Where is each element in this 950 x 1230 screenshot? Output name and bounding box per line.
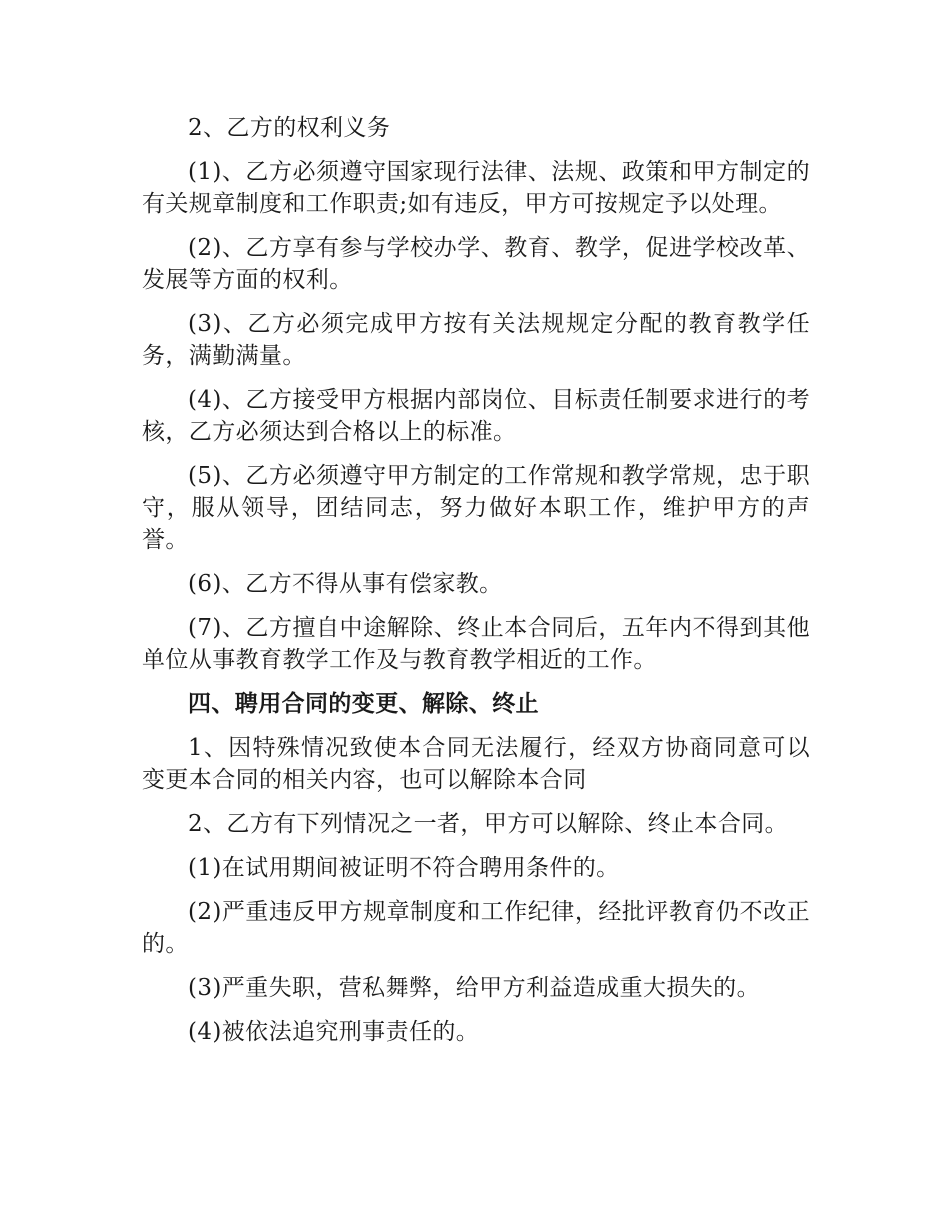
document-page — [142, 112, 810, 1060]
paragraph-termination-4: (4)被依法追究刑事责任的。 — [188, 1019, 480, 1045]
paragraph-clause-6: (6)、乙方不得从事有偿家教。 — [188, 571, 503, 597]
paragraph-clause-1: (1)、乙方必须遵守国家现行法律、法规、政策和甲方制定的有关规章制度和工作职责;如有违反，甲方可按规定予以处理。 — [142, 159, 810, 217]
paragraph-rights-title: 2、乙方的权利义务 — [188, 115, 391, 141]
paragraph-change-clause: 1、因特殊情况致使本合同无法履行，经双方协商同意可以变更本合同的相关内容，也可以解除本合同 — [142, 735, 810, 793]
paragraph-termination-3: (3)严重失职，营私舞弊，给甲方利益造成重大损失的。 — [188, 975, 760, 1001]
paragraph-termination-2: (2)严重违反甲方规章制度和工作纪律，经批评教育仍不改正的。 — [142, 899, 810, 957]
paragraph-clause-5: (5)、乙方必须遵守甲方制定的工作常规和教学常规，忠于职守，服从领导，团结同志，努力做好本职工作，维护甲方的声誉。 — [142, 463, 810, 553]
paragraph-clause-7: (7)、乙方擅自中途解除、终止本合同后，五年内不得到其他单位从事教育教学工作及与教育教学相近的工作。 — [142, 615, 810, 673]
paragraph-clause-3: (3)、乙方必须完成甲方按有关法规规定分配的教育教学任务，满勤满量。 — [142, 311, 810, 369]
paragraph-termination-intro: 2、乙方有下列情况之一者，甲方可以解除、终止本合同。 — [188, 811, 789, 837]
section-heading: 四、聘用合同的变更、解除、终止 — [188, 691, 539, 717]
paragraph-termination-1: (1)在试用期间被证明不符合聘用条件的。 — [188, 855, 620, 881]
paragraph-clause-2: (2)、乙方享有参与学校办学、教育、教学，促进学校改革、发展等方面的权利。 — [142, 235, 810, 293]
paragraph-clause-4: (4)、乙方接受甲方根据内部岗位、目标责任制要求进行的考核，乙方必须达到合格以上的标准。 — [142, 387, 810, 445]
